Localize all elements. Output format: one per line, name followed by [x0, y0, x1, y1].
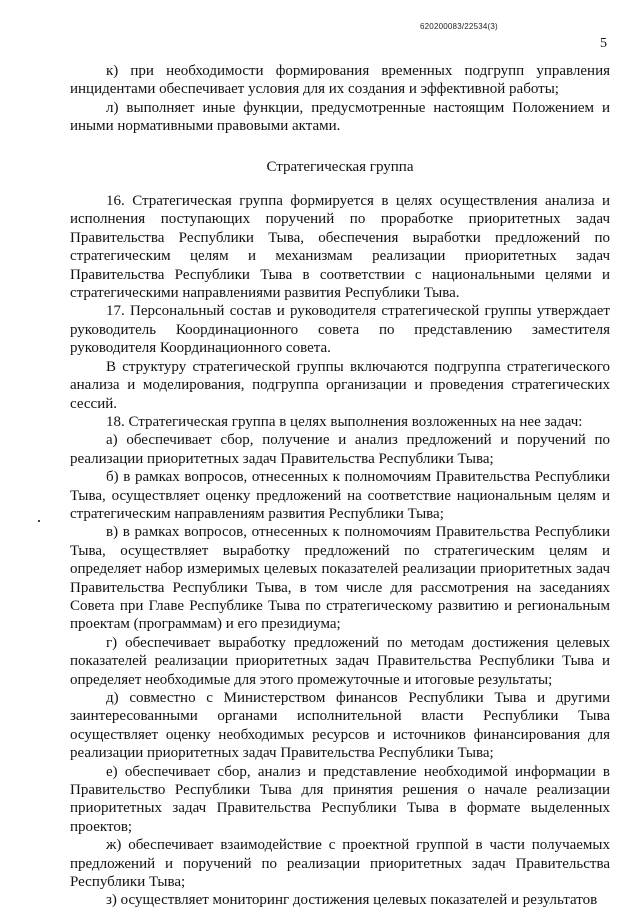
section-title: Стратегическая группа: [266, 158, 414, 175]
paragraph-18-zh: ж) обеспечивает взаимодействие с проектной группой в части получаемых предложений и поручений по реализации приоритетных задач Правительства Республики Тыва;: [70, 837, 610, 891]
paragraph-18-z: з) осуществляет мониторинг достижения целевых показателей и результатов: [106, 892, 598, 909]
scan-artifact: [38, 520, 40, 522]
document-body: [70, 62, 610, 910]
paragraph-18-g: г) обеспечивает выработку предложений по методам достижения целевых показателей реализации приоритетных задач Правительства Республики Тыва и определяет необходимые для этого промежуточные и итоговые результаты;: [70, 634, 610, 688]
paragraph-18-e: е) обеспечивает сбор, анализ и представление необходимой информации в Правительство Республики Тыва для принятия решения о начале реализации приоритетных задач Правительства Республики Тыва в формате выделенных проектов;: [70, 763, 610, 835]
paragraph-17: 17. Персональный состав и руководителя стратегической группы утверждает руководитель Координационного совета по представлению заместителя руководителя Координационного совета.: [70, 303, 610, 357]
paragraph-18-b: б) в рамках вопросов, отнесенных к полномочиям Правительства Республики Тыва, осуществляет оценку предложений на соответствие национальным целям и стратегическим направлениям развития Республики Тыва;: [70, 469, 610, 522]
page-number: 5: [600, 36, 607, 51]
paragraph-l: л) выполняет иные функции, предусмотренные настоящим Положением и иными нормативными правовыми актами.: [70, 99, 610, 135]
paragraph-18-v: в) в рамках вопросов, отнесенных к полномочиям Правительства Республики Тыва, осуществляет выработку предложений по стратегическим целям и определяет набор измеримых целевых показателей реализации приоритетных задач Правительства Республики Тыва, в том числе для рассмотрения на заседаниях Совета при Главе Республике Тыва по стратегическому развитию и региональным проектам (программам) и его президиума;: [70, 524, 610, 633]
paragraph-k: к) при необходимости формирования временных подгрупп управления инцидентами обеспечивает условия для их создания и эффективной работы;: [70, 63, 610, 98]
paragraph-18-a: а) обеспечивает сбор, получение и анализ предложений и поручений по реализации приоритетных задач Правительства Республики Тыва;: [70, 432, 610, 467]
document-code: 620200083/22534(3): [420, 22, 498, 31]
paragraph-18: 18. Стратегическая группа в целях выполнения возложенных на нее задач:: [106, 413, 583, 430]
paragraph-18-d: д) совместно с Министерством финансов Республики Тыва и другими заинтересованными органами исполнительной власти Республики Тыва осуществляет оценку необходимых ресурсов и источников финансирования для реализации приоритетных задач Правительства Республики Тыва;: [70, 690, 610, 762]
paragraph-structure: В структуру стратегической группы включаются подгруппа стратегического анализа и моделирования, подгруппа организации и проведения стратегических сессий.: [70, 358, 610, 412]
paragraph-16: 16. Стратегическая группа формируется в целях осуществления анализа и исполнения поступающих поручений по проработке приоритетных задач Правительства Республики Тыва, обеспечения выработки предложений по стратегическим целям и механизмам реализации приоритетных задач Правительства Республики Тыва в соответствии с национальными целями и стратегическими направлениями развития Республики Тыва.: [70, 193, 610, 302]
